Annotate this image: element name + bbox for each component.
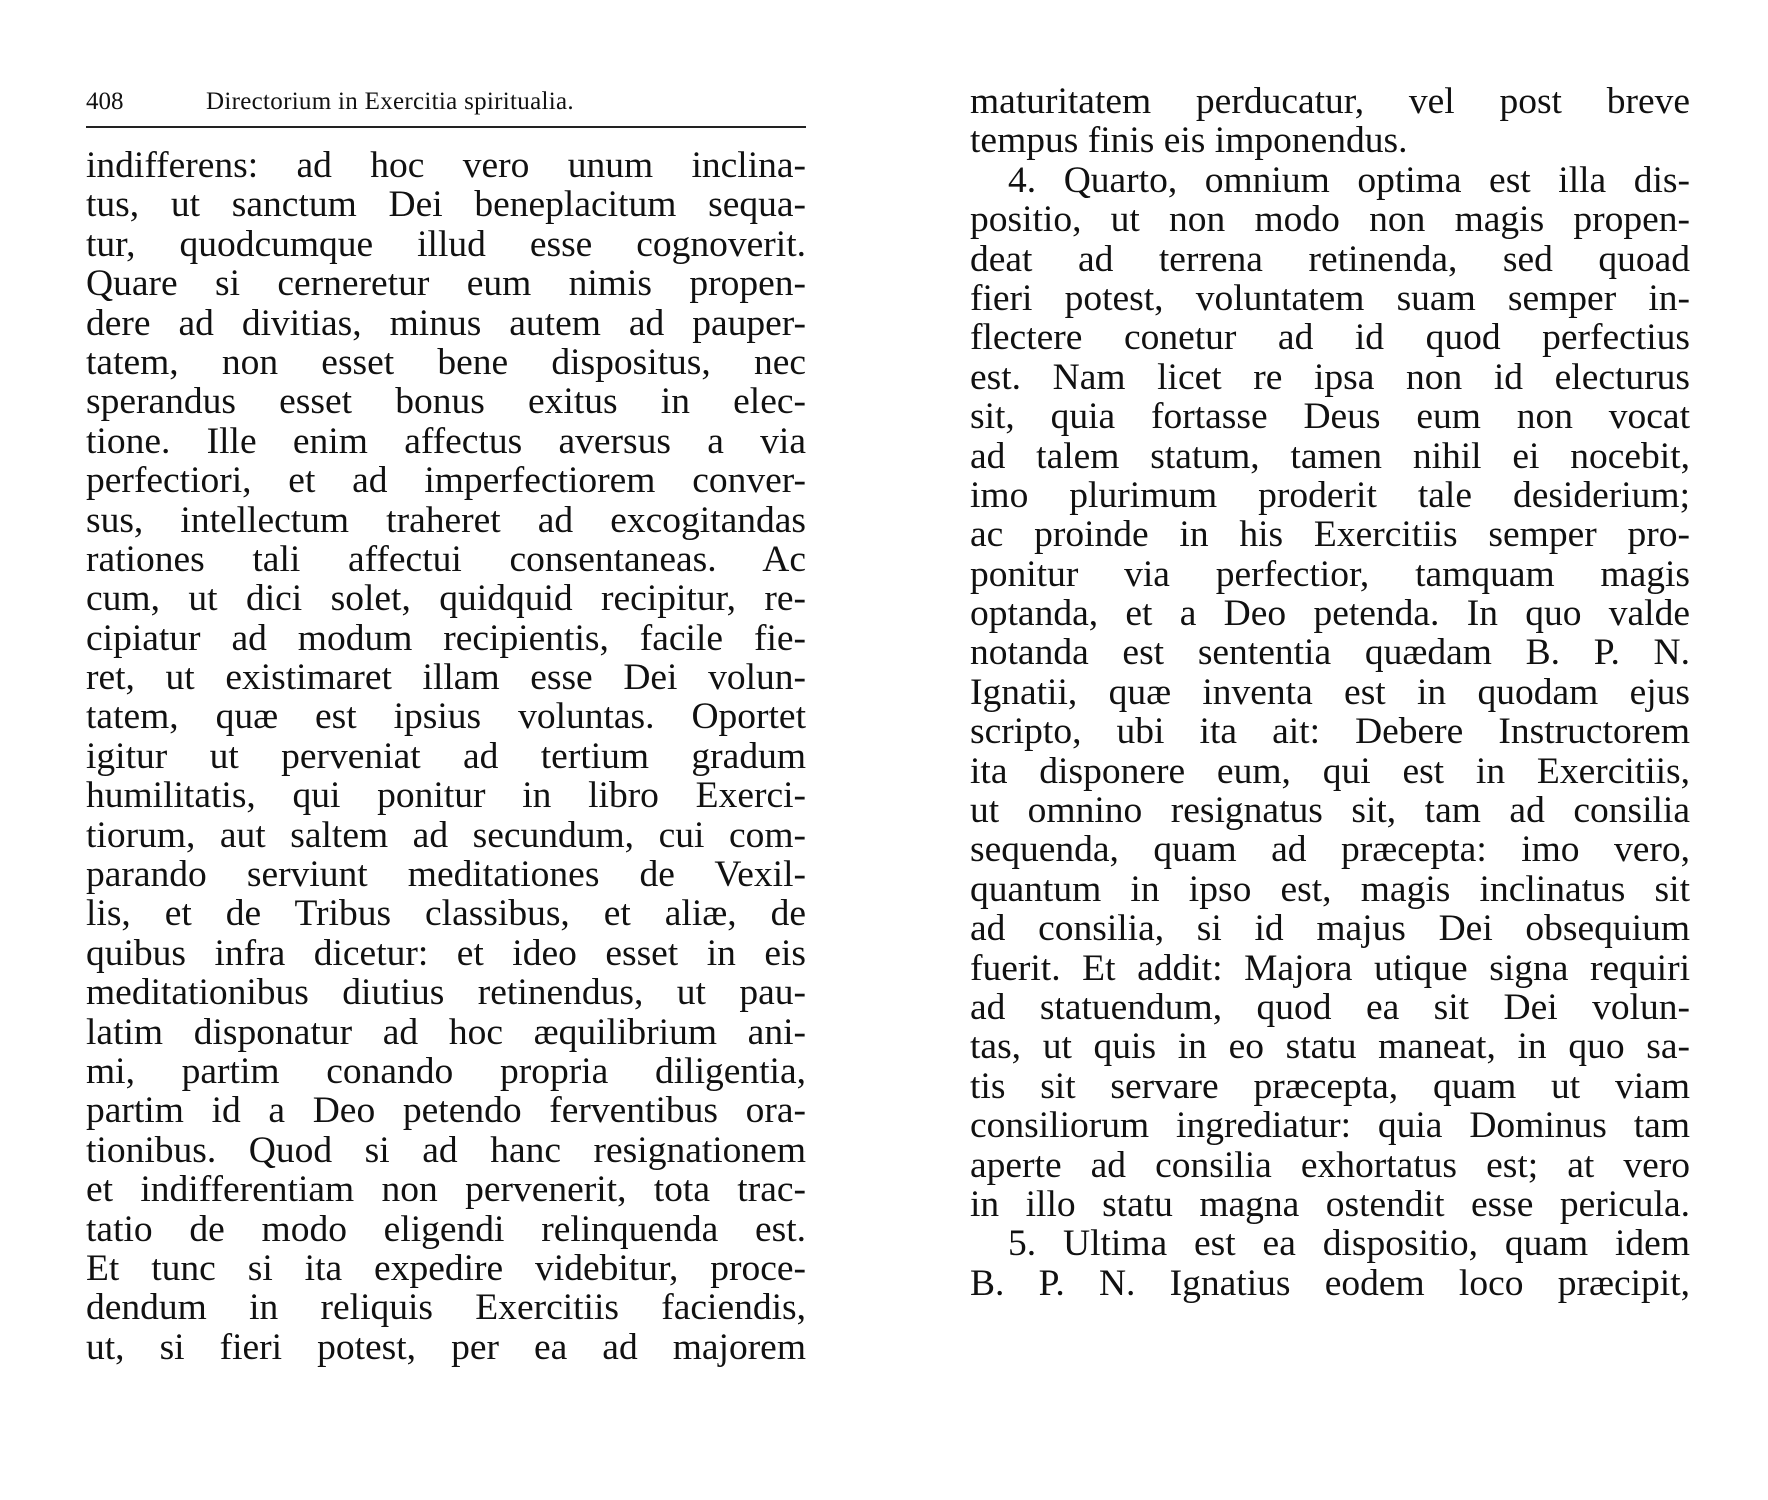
text-line: tionibus. Quod si ad hanc resignationem [86, 1130, 806, 1171]
text-line: tiorum, aut saltem ad secundum, cui com- [86, 815, 806, 856]
text-line: quantum in ipso est, magis inclinatus sit [970, 869, 1690, 910]
text-line: ret, ut existimaret illam esse Dei volun- [86, 658, 806, 698]
text-line: ponitur via perfectior, tamquam magis [970, 554, 1690, 595]
text-line: tas, ut quis in eo statu maneat, in quo sa- [970, 1027, 1690, 1067]
text-line: in illo statu magna ostendit esse pericula. [970, 1184, 1690, 1225]
text-line: rationes tali affectui consentaneas. Ac [86, 539, 806, 580]
text-line: cum, ut dici solet, quidquid recipitur, re- [86, 579, 806, 619]
paragraph-end-line: tempus finis eis imponendus. [970, 121, 1408, 161]
text-line: tatem, quæ est ipsius voluntas. Oportet [86, 697, 806, 737]
text-line: scripto, ubi ita ait: Debere Instructorem [970, 712, 1690, 752]
text-line: mi, partim conando propria diligentia, [86, 1051, 806, 1092]
text-line: meditationibus diutius retinendus, ut pau- [86, 973, 806, 1013]
text-line: parando serviunt meditationes de Vexil- [86, 855, 806, 895]
text-line: quibus infra dicetur: et ideo esset in eis [86, 933, 806, 974]
text-line: igitur ut perveniat ad tertium gradum [86, 736, 806, 777]
text-line: consiliorum ingrediatur: quia Dominus tam [970, 1106, 1690, 1146]
text-line: sit, quia fortasse Deus eum non vocat [970, 397, 1690, 437]
text-line: flectere conetur ad id quod perfectius [970, 318, 1690, 358]
text-line: ad talem statum, tamen nihil ei nocebit, [970, 436, 1690, 476]
text-line: maturitatem perducatur, vel post breve [970, 82, 1690, 122]
text-line: dere ad divitias, minus autem ad pauper- [86, 303, 806, 343]
page-number: 408 [86, 88, 124, 115]
text-line: notanda est sententia quædam B. P. N. [970, 633, 1690, 673]
right-text-block [970, 82, 1690, 1303]
text-line: partim id a Deo petendo ferventibus ora- [86, 1091, 806, 1131]
text-line: tur, quodcumque illud esse cognoverit. [86, 224, 806, 265]
running-title: Directorium in Exercitia spiritualia. [206, 88, 574, 115]
text-line: tatem, non esset bene dispositus, nec [86, 342, 806, 383]
text-line: dendum in reliquis Exercitiis faciendis, [86, 1288, 806, 1328]
text-line: sus, intellectum traheret ad excogitandas [86, 500, 806, 540]
text-line: humilitatis, qui ponitur in libro Exerci- [86, 776, 806, 816]
text-line: tis sit servare præcepta, quam ut viam [970, 1066, 1690, 1107]
text-line: ut omnino resignatus sit, tam ad consilia [970, 791, 1690, 831]
text-line: perfectiori, et ad imperfectiorem conver- [86, 461, 806, 501]
text-line: ac proinde in his Exercitiis semper pro- [970, 515, 1690, 555]
text-line: lis, et de Tribus classibus, et aliæ, de [86, 894, 806, 934]
right-page [970, 0, 1690, 1500]
left-text-block [86, 146, 806, 1367]
text-line: fieri potest, voluntatem suam semper in- [970, 278, 1690, 319]
text-line: tus, ut sanctum Dei beneplacitum sequa- [86, 185, 806, 225]
text-line: Quare si cerneretur eum nimis propen- [86, 264, 806, 304]
text-line: fuerit. Et addit: Majora utique signa requiri [970, 948, 1690, 988]
text-line: cipiatur ad modum recipientis, facile fie- [86, 618, 806, 659]
text-line: indifferens: ad hoc vero unum inclina- [86, 146, 806, 186]
text-line: deat ad terrena retinenda, sed quoad [970, 239, 1690, 279]
running-head [86, 82, 806, 122]
text-line: ad consilia, si id majus Dei obsequium [970, 909, 1690, 949]
text-line: Et tunc si ita expedire videbitur, proce- [86, 1248, 806, 1289]
text-line: ad statuendum, quod ea sit Dei volun- [970, 987, 1690, 1028]
paragraph-start-line: 5. Ultima est ea dispositio, quam idem [1008, 1224, 1690, 1264]
text-line: sperandus esset bonus exitus in elec- [86, 382, 806, 422]
text-line: optanda, et a Deo petenda. In quo valde [970, 594, 1690, 634]
text-line: ita disponere eum, qui est in Exercitiis, [970, 751, 1690, 792]
paragraph-start-line: 4. Quarto, omnium optima est illa dis- [1008, 160, 1690, 201]
header-rule [86, 126, 806, 128]
text-line: ut, si fieri potest, per ea ad majorem [86, 1327, 806, 1368]
text-line: est. Nam licet re ipsa non id electurus [970, 357, 1690, 398]
text-line: B. P. N. Ignatius eodem loco præcipit, [970, 1263, 1690, 1304]
text-line: tatio de modo eligendi relinquenda est. [86, 1209, 806, 1249]
text-line: Ignatii, quæ inventa est in quodam ejus [970, 672, 1690, 713]
text-line: sequenda, quam ad præcepta: imo vero, [970, 830, 1690, 870]
text-line: tione. Ille enim affectus aversus a via [86, 421, 806, 462]
text-line: positio, ut non modo non magis propen- [970, 200, 1690, 240]
left-page [86, 0, 806, 1500]
text-line: et indifferentiam non pervenerit, tota trac- [86, 1170, 806, 1210]
text-line: aperte ad consilia exhortatus est; at vero [970, 1145, 1690, 1185]
text-line: latim disponatur ad hoc æquilibrium ani- [86, 1012, 806, 1052]
text-line: imo plurimum proderit tale desiderium; [970, 475, 1690, 516]
